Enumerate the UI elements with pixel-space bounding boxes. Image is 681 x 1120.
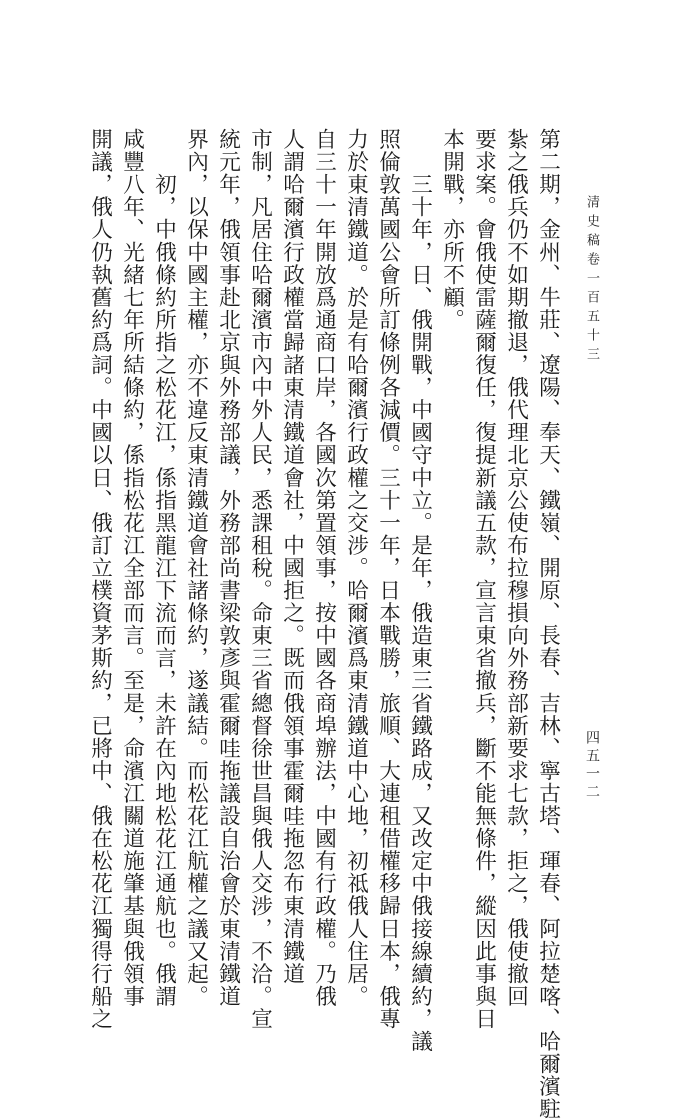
text-column-13: 初，中俄條約所指之松花江，係指黑龍江下流而言，未許在內地松花江通航也。俄謂 xyxy=(151,128,177,1008)
text-column-1: 第二期，金州、牛莊、遼陽、奉天、鐵嶺、開原、長春、吉林、寧古塔、琿春、阿拉楚喀、哈爾濱駐 xyxy=(535,128,561,1120)
text-column-9: 人謂哈爾濱行政權當歸諸東清鐵道會社，中國拒之。既而俄領事霍爾哇拖忽布東清鐵道 xyxy=(279,128,305,985)
text-column-5: 三十年，日、俄開戰，中國守中立。是年，俄造東三省鐵路成，又改定中俄接線續約，議 xyxy=(407,128,433,1053)
text-column-7: 力於東清鐵道。於是有哈爾濱行政權之交涉。哈爾濱爲東清鐵道中心地，初祗俄人住居。 xyxy=(343,128,369,1008)
text-column-14: 咸豐八年、光緒七年所結條約，係指松花江全部而言。至是，命濱江關道施肇基與俄領事 xyxy=(119,128,145,1008)
text-column-11: 統元年，俄領事赴北京與外務部議，外務部尚書梁敦彥與霍爾哇拖議設自治會於東清鐵道 xyxy=(215,128,241,1008)
running-header-title: 清史稿卷一百五十三 xyxy=(584,195,599,366)
text-column-10: 市制，凡居住哈爾濱市內中外人民，悉課租稅。命東三省總督徐世昌與俄人交涉，不洽。宣 xyxy=(247,128,273,1030)
page-number: 四五一二 xyxy=(584,730,600,802)
text-column-12: 界內，以保中國主權，亦不違反東清鐵道會社諸條約，遂議結。而松花江航權之議又起。 xyxy=(183,128,209,1008)
text-column-15: 開議，俄人仍執舊約爲詞。中國以日、俄訂立樸資茅斯約，已將中、俄在松花江獨得行船之 xyxy=(87,128,113,1030)
text-column-4: 本開戰，亦所不顧。 xyxy=(439,128,465,331)
text-column-2: 紮之俄兵仍不如期撤退，俄代理北京公使布拉穆損向外務部新要求七款，拒之，俄使撤回 xyxy=(503,128,529,1008)
text-column-3: 要求案。會俄使雷薩爾復任，復提新議五款，宣言東省撤兵，斷不能無條件，縱因此事與日 xyxy=(471,128,497,1030)
text-column-8: 自三十一年開放爲通商口岸，各國次第置領事，按中國各商埠辦法，中國有行政權。乃俄 xyxy=(311,128,337,1008)
text-column-6: 照倫敦萬國公會所訂條例各減價。三十一年，日本戰勝，旅順、大連租借權移歸日本，俄專 xyxy=(375,128,401,1030)
